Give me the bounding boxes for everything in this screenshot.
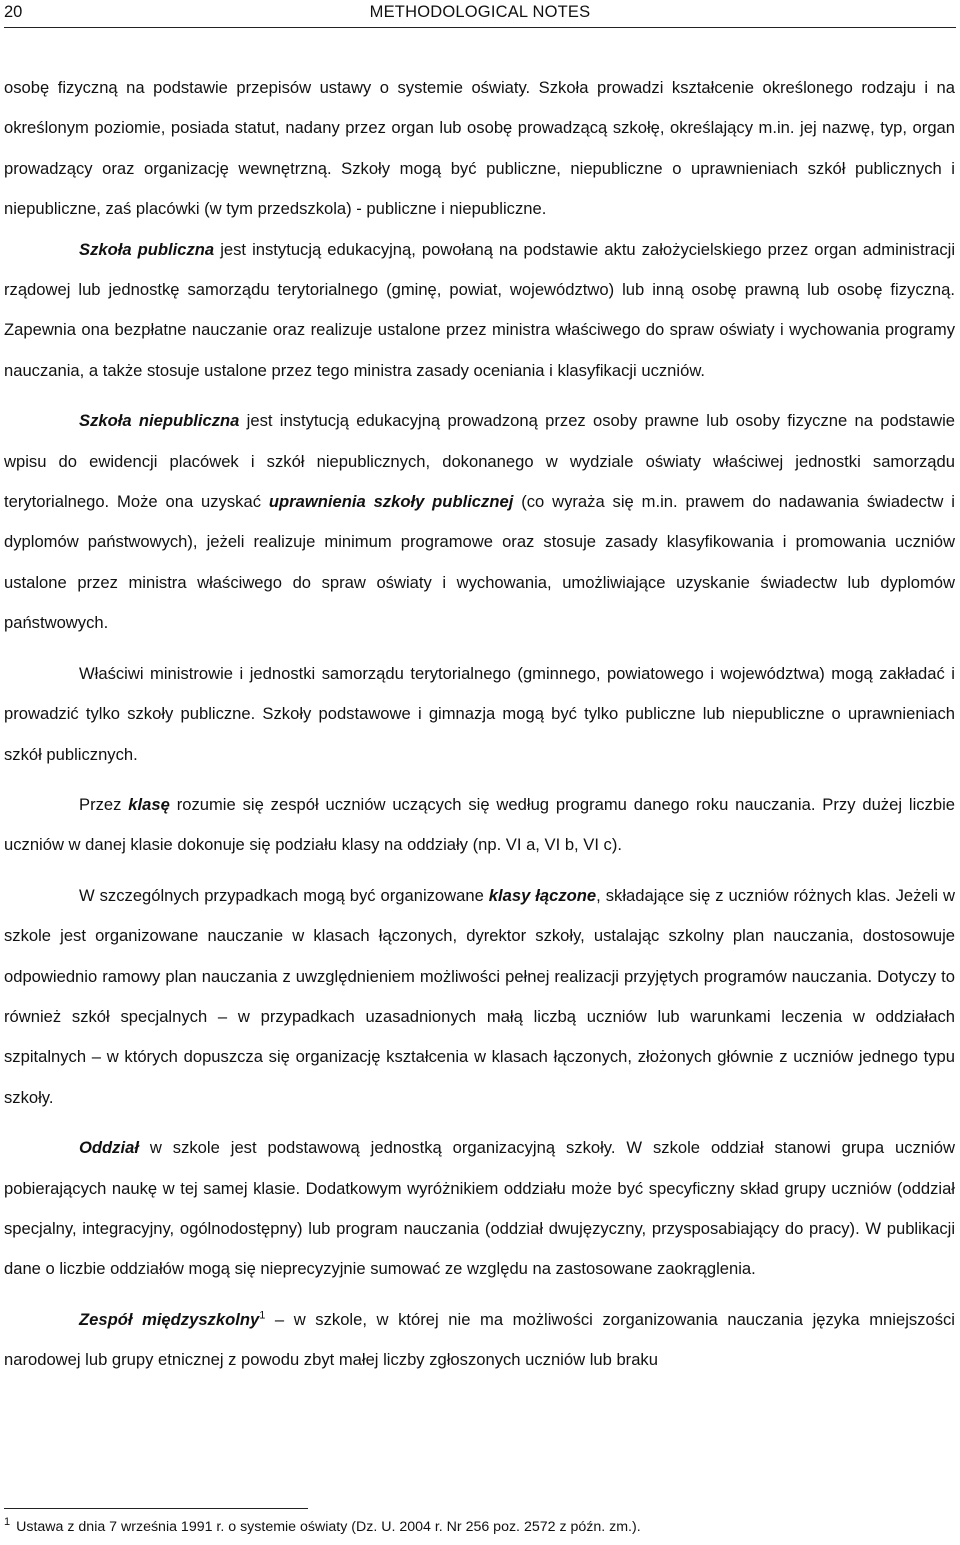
paragraph-text: jest instytucją edukacyjną prowadzoną przez osoby prawne lub osoby fizyczne na podstawie wpisu do ewidencji placówek i szkół niepublicznych, dokonanego w wydziale oświaty właściwej jednostki samorządu terytorialnego. Może ona uzyskać: [4, 411, 955, 512]
paragraph-text: w szkole jest podstawową jednostką organizacyjną szkoły. W szkole oddział stanowi grupa uczniów pobierających naukę w tej samej klasie. Dodatkowym wyróżnikiem oddziału może być specyficzny skład grupy uczniów (oddział specjalny, integracyjny, ogólnodostępny) lub program nauczania (oddział dwujęzyczny, przysposabiający do pracy). W publikacji dane o liczbie oddziałów mogą się nieprecyzyjnie sumować ze względu na zastosowane zaokrąglenia.: [4, 1138, 955, 1279]
footnote-divider: [4, 1508, 308, 1509]
paragraph-non-public-school: [4, 401, 955, 643]
term-public-school: Szkoła publiczna: [79, 239, 215, 259]
term-interschool-group: Zespół międzyszkolny: [79, 1309, 260, 1329]
running-title: METHODOLOGICAL NOTES: [369, 3, 591, 21]
footnote: [4, 1516, 954, 1538]
footnote-text: Ustawa z dnia 7 września 1991 r. o systemie oświaty (Dz. U. 2004 r. Nr 256 poz. 2572 z późn. zm.).: [16, 1519, 641, 1535]
page-header: [4, 0, 956, 26]
paragraph-text: (co wyraża się m.in. prawem do nadawania świadectw i dyplomów państwowych), jeżeli realizuje minimum programowe oraz stosuje zasady klasyfikowania i promowania uczniów ustalone przez ministra właściwego do spraw oświaty i wychowania, umożliwiające uzyskanie świadectw lub dyplomów państwowych.: [4, 492, 955, 633]
paragraph-text: W szczególnych przypadkach mogą być organizowane: [79, 885, 489, 905]
term-class: klasę: [128, 794, 170, 814]
footnote-mark: 1: [4, 1516, 11, 1529]
page-number: 20: [4, 3, 23, 21]
footnote-reference[interactable]: 1: [259, 1309, 266, 1322]
header-divider: [4, 27, 956, 28]
paragraph-ministers: [4, 654, 955, 775]
paragraph-public-school: [4, 230, 955, 392]
paragraph-school-definition-continued: [4, 68, 955, 230]
paragraph-combined-classes: [4, 876, 955, 1118]
paragraph-text: – w szkole, w której nie ma możliwości zorganizowania nauczania języka mniejszości narodowej lub grupy etnicznej z powodu zbyt małej liczby zgłoszonych uczniów lub braku: [4, 1309, 955, 1370]
paragraph-class: [4, 785, 955, 866]
paragraph-school-section: [4, 1128, 955, 1290]
paragraph-text: jest instytucją edukacyjną, powołaną na podstawie aktu założycielskiego przez organ administracji rządowej lub jednostkę samorządu terytorialnego (gminę, powiat, województwo) lub inną osobę prawną lub osobę fizyczną. Zapewnia ona bezpłatne nauczanie oraz realizuje ustalone przez ministra właściwego do spraw oświaty i wychowania programy nauczania, a także stosuje ustalone przez tego ministra zasady oceniania i klasyfikacji uczniów.: [4, 239, 956, 380]
term-combined-classes: klasy łączone: [488, 885, 597, 905]
term-non-public-school: Szkoła niepubliczna: [79, 411, 240, 431]
paragraph-text: osobę fizyczną na podstawie przepisów ustawy o systemie oświaty. Szkoła prowadzi kształcenie określonego rodzaju i na określonym poziomie, posiada statut, nadany przez organ lub osobę prowadzącą szkołę, określający m.in. jej nazwę, typ, organ prowadzący oraz organizację wewnętrzną. Szkoły mogą być publiczne, niepubliczne o uprawnieniach szkół publicznych i niepubliczne, zaś placówki (w tym przedszkola) - publiczne i niepubliczne.: [4, 78, 955, 219]
paragraph-text: , składające się z uczniów różnych klas. Jeżeli w szkole jest organizowane nauczanie w klasach łączonych, dyrektor szkoły, ustalając szkolny plan nauczania, dostosowuje odpowiednio ramowy plan nauczania z uwzględnieniem możliwości pełnej realizacji przyjętych programów nauczania. Dotyczy to również szkół specjalnych – w przypadkach uzasadnionych małą liczbą uczniów lub warunkami leczenia w oddziałach szpitalnych – w których dopuszcza się organizację kształcenia w klasach łączonych, złożonych głównie z uczniów jednego typu szkoły.: [4, 885, 955, 1107]
term-school-section: Oddział: [79, 1138, 139, 1158]
paragraph-text: Właściwi ministrowie i jednostki samorządu terytorialnego (gminnego, powiatowego i województwa) mogą zakładać i prowadzić tylko szkoły publiczne. Szkoły podstawowe i gimnazja mogą być tylko publiczne lub niepubliczne o uprawnieniach szkół publicznych.: [4, 663, 955, 764]
paragraph-text: Przez: [79, 794, 129, 814]
body-text: [4, 68, 955, 1381]
term-public-school-rights: uprawnienia szkoły publicznej: [268, 492, 514, 512]
paragraph-interschool-group: [4, 1300, 955, 1381]
paragraph-text: rozumie się zespół uczniów uczących się według programu danego roku nauczania. Przy dużej liczbie uczniów w danej klasie dokonuje się podziału klasy na oddziały (np. VI a, VI b, VI c).: [4, 794, 956, 855]
